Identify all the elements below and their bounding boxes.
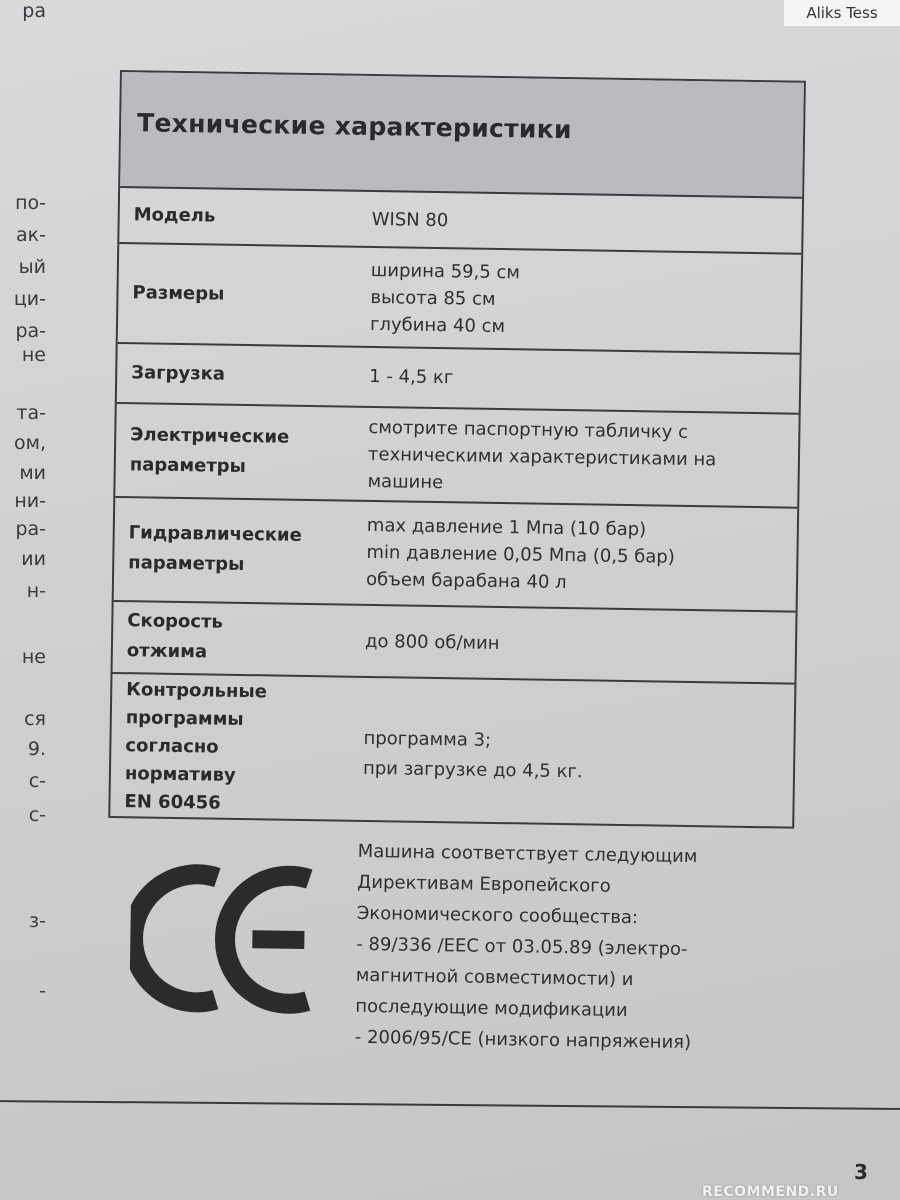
watermark-author: Aliks Tess <box>784 0 900 26</box>
margin-text: - <box>39 980 46 1002</box>
margin-text: ый <box>18 256 46 278</box>
value-line: ширина 59,5 см <box>370 259 521 284</box>
value-line: глубина 40 см <box>369 313 506 338</box>
margin-text: н- <box>26 580 46 602</box>
row-value <box>366 512 676 598</box>
page-title: Технические характеристики <box>136 108 573 145</box>
table-row-load <box>117 344 800 415</box>
ce-text-line: последующие модификации <box>355 995 628 1022</box>
label-line: EN 60456 <box>124 791 221 814</box>
table-row-spin-speed <box>113 602 796 685</box>
margin-text: 9. <box>27 738 46 760</box>
margin-text: ии <box>21 548 46 570</box>
value-line: объем барабана 40 л <box>365 568 567 594</box>
ce-text-line: Экономического сообщества: <box>356 902 639 929</box>
row-value: WISN 80 <box>371 208 449 232</box>
row-value: до 800 об/мин <box>364 630 500 655</box>
margin-text: ни- <box>14 490 46 512</box>
watermark-site: RECOMMEND.RU <box>702 1184 839 1200</box>
row-label <box>127 606 223 667</box>
row-label <box>124 676 267 818</box>
ce-compliance-section <box>104 826 798 1073</box>
margin-text: ра- <box>15 320 46 342</box>
margin-text: с- <box>28 770 46 792</box>
value-line: высота 85 см <box>370 286 496 310</box>
page-divider <box>0 1100 900 1110</box>
ce-text-line: - 89/336 /EEC от 03.05.89 (электро- <box>356 933 688 961</box>
margin-text: с- <box>28 804 46 826</box>
table-row-dimensions <box>118 244 801 355</box>
row-label: Размеры <box>132 282 225 305</box>
spec-card <box>104 70 809 1073</box>
row-value: 1 - 4,5 кг <box>369 365 454 389</box>
label-line: согласно <box>125 735 219 758</box>
ce-text-line: Директивам Европейского <box>357 871 611 897</box>
ce-text-line: Машина соответствует следующим <box>357 840 698 868</box>
label-line: Скорость <box>127 610 224 633</box>
row-value <box>370 257 520 340</box>
row-value <box>367 414 717 500</box>
table-row-hydraulic <box>114 498 798 613</box>
label-line: программы <box>125 707 244 731</box>
label-line: Контрольные <box>126 679 268 703</box>
label-line: нормативу <box>124 763 236 786</box>
value-line: машине <box>367 470 444 494</box>
margin-text: з- <box>29 910 46 932</box>
value-line: min давление 0,05 Мпа (0,5 бар) <box>366 541 675 568</box>
label-line: Гидравлические <box>128 522 302 546</box>
ce-text-line: - 2006/95/CE (низкого напряжения) <box>354 1026 692 1054</box>
left-page-fragment <box>0 0 60 1100</box>
margin-text: не <box>21 344 46 366</box>
value-line: max давление 1 Мпа (10 бар) <box>366 514 647 541</box>
margin-text: ся <box>24 708 46 730</box>
margin-text: ра- <box>15 518 46 540</box>
row-label <box>130 420 290 482</box>
title-bar <box>120 72 804 199</box>
value-line: смотрите паспортную табличку с <box>368 416 689 443</box>
margin-text: ра <box>22 0 46 22</box>
margin-text: ом, <box>14 432 46 454</box>
margin-text: ак- <box>16 224 46 246</box>
margin-text: та- <box>16 402 46 424</box>
row-label: Модель <box>133 204 216 227</box>
margin-text: ми <box>19 462 46 484</box>
label-line: отжима <box>126 640 208 663</box>
page-number: 3 <box>854 1160 868 1184</box>
label-line: параметры <box>128 552 245 576</box>
label-line: параметры <box>129 454 247 478</box>
row-value <box>363 724 583 787</box>
table-row-test-programs <box>110 674 794 829</box>
ce-mark-icon <box>129 862 321 1019</box>
ce-text-line: магнитной совместимости) и <box>355 964 634 991</box>
value-line: программа 3; <box>363 727 492 751</box>
margin-text: не <box>21 646 46 668</box>
ce-directives-text <box>355 836 698 1058</box>
table-row-electrical <box>115 404 798 509</box>
value-line: техническими характеристиками на <box>367 443 717 471</box>
value-line: при загрузке до 4,5 кг. <box>362 757 583 783</box>
margin-text: по- <box>15 192 46 214</box>
row-label: Загрузка <box>131 362 226 385</box>
margin-text: ци- <box>13 288 46 310</box>
row-label <box>128 518 302 581</box>
spec-table <box>108 70 806 829</box>
label-line: Электрические <box>130 424 290 448</box>
